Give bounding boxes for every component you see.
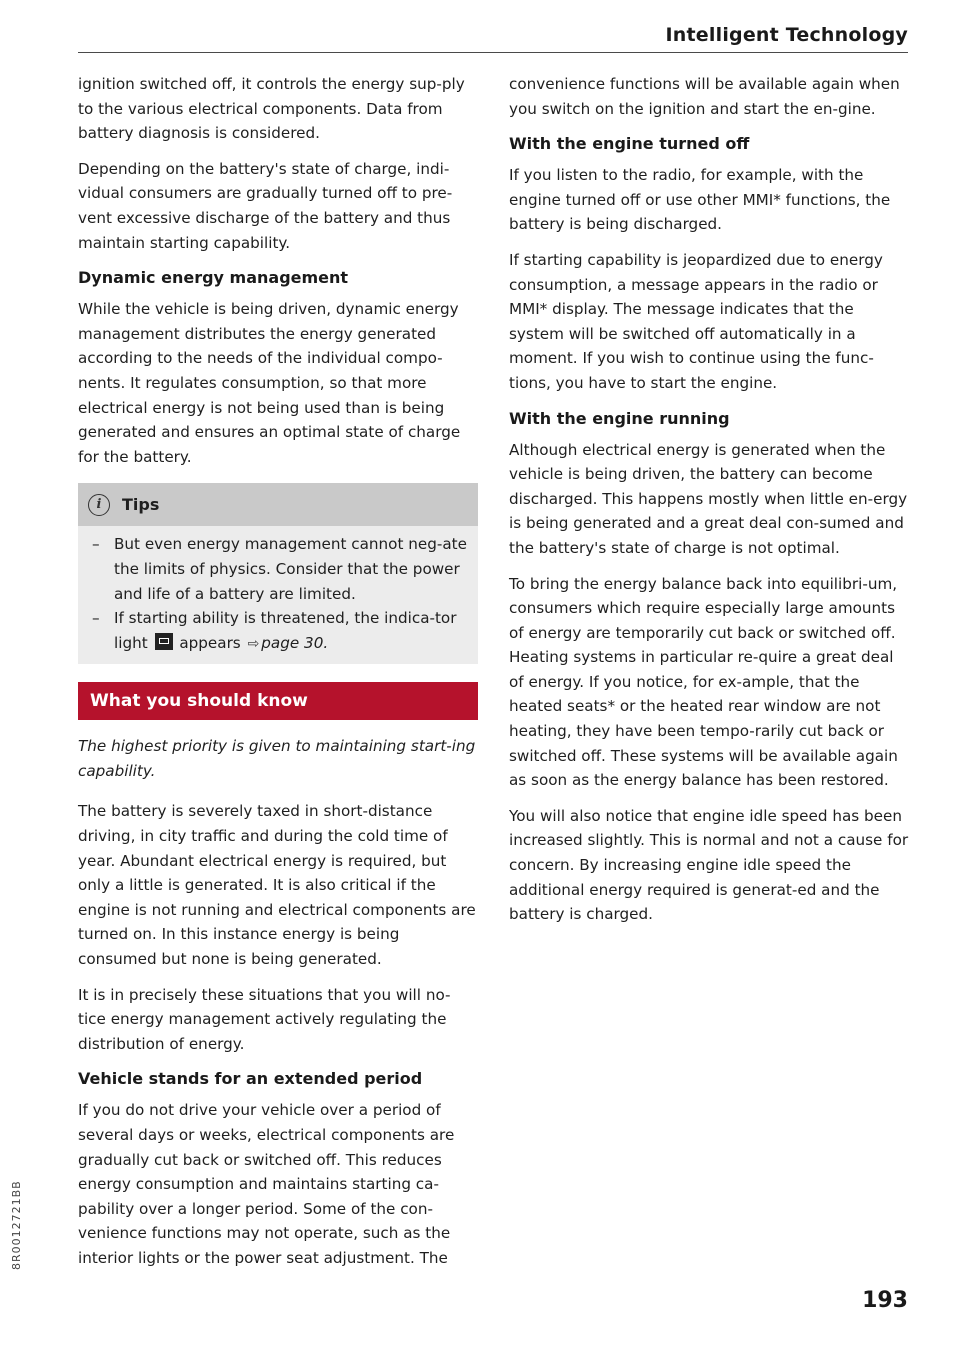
tips-item	[90, 606, 468, 656]
paragraph: convenience functions will be available again when you switch on the ignition and start the en-gine.	[509, 75, 900, 118]
heading-engine-running: With the engine running	[509, 408, 730, 428]
paragraph: If you do not drive your vehicle over a period of several days or weeks, electrical components are gradually cut back or switched off. This reduces energy consumption and maintains starting ca-pability over a longer period. Some of the con-venience functions may not operate, such as the interior lights or the power seat adjustment. The	[78, 1101, 455, 1267]
tips-list	[78, 526, 478, 656]
paragraph: It is in precisely these situations that you will no-tice energy management actively regulating the distribution of energy.	[78, 985, 451, 1053]
tips-title: Tips	[122, 494, 160, 514]
header-divider	[78, 52, 908, 53]
tips-item-text: If starting ability is threatened, the indica-tor light	[114, 609, 457, 652]
heading-vehicle-stands: Vehicle stands for an extended period	[78, 1069, 423, 1089]
paragraph: Although electrical energy is generated when the vehicle is being driven, the battery can become discharged. This happens mostly when little en-ergy is being generated and a great deal con-sumed and the battery's state of charge is not optimal.	[509, 440, 908, 557]
paragraph: The battery is severely taxed in short-distance driving, in city traffic and during the cold time of year. Abundant electrical energy is required, but only a little is generated. It is also critical if the engine is not running and electrical components are turned on. In this instance energy is being consumed but none is being generated.	[78, 802, 476, 969]
cross-reference-arrow-icon: ⇨	[247, 635, 260, 652]
paragraph: To bring the energy balance back into equilibri-um, consumers which require especially large amounts of energy are temporarily cut back or switched off. Heating systems in particular re-quire a great deal of energy. If you notice, for ex-ample, that the heated seats* or the heated rear window are not heating, they have been tempo-rarily cut back or switched off. These systems will be available again as soon as the energy balance has been restored.	[509, 574, 898, 790]
paragraph: You will also notice that engine idle speed has been increased slightly. This is normal and not a cause for concern. By increasing engine idle speed the additional energy required is generat-ed and the battery is charged.	[509, 806, 909, 924]
section-lead: The highest priority is given to maintaining start-ing capability.	[78, 737, 476, 780]
tips-header	[78, 483, 478, 526]
tips-box	[78, 483, 478, 664]
heading-dynamic-energy: Dynamic energy management	[78, 268, 349, 288]
running-header: Intelligent Technology	[665, 24, 908, 46]
page-reference-link[interactable]: page 30.	[261, 633, 329, 652]
heading-engine-turned-off: With the engine turned off	[509, 134, 750, 154]
info-icon: i	[88, 494, 110, 516]
page-number: 193	[862, 1288, 908, 1313]
left-column	[78, 72, 478, 1282]
right-column	[509, 72, 909, 938]
paragraph: Depending on the battery's state of charge, indi-vidual consumers are gradually turned off to pre-vent excessive discharge of the battery and thus maintain starting capability.	[78, 159, 453, 252]
tips-item-text: appears	[179, 633, 241, 652]
battery-warning-icon	[155, 633, 173, 650]
document-code: 8R0012721BB	[10, 1180, 23, 1270]
section-title-what-you-should-know: What you should know	[78, 682, 478, 720]
paragraph: While the vehicle is being driven, dynamic energy management distributes the energy generated according to the needs of the individual compo-nents. It regulates consumption, so that more electrical energy is not being used than is being generated and ensures an optimal state of charge for the battery.	[78, 300, 461, 466]
paragraph: ignition switched off, it controls the energy sup-ply to the various electrical components. Data from battery diagnosis is considered.	[78, 75, 465, 143]
paragraph: If starting capability is jeopardized due to energy consumption, a message appears in the radio or MMI* display. The message indicates that the system will be switched off automatically in a moment. If you wish to continue using the func-tions, you have to start the engine.	[509, 250, 883, 392]
tips-item: – But even energy management cannot neg-ate the limits of physics. Consider that the power and life of a battery are limited.	[90, 532, 468, 606]
paragraph: If you listen to the radio, for example, with the engine turned off or use other MMI* functions, the battery is being discharged.	[509, 166, 891, 234]
